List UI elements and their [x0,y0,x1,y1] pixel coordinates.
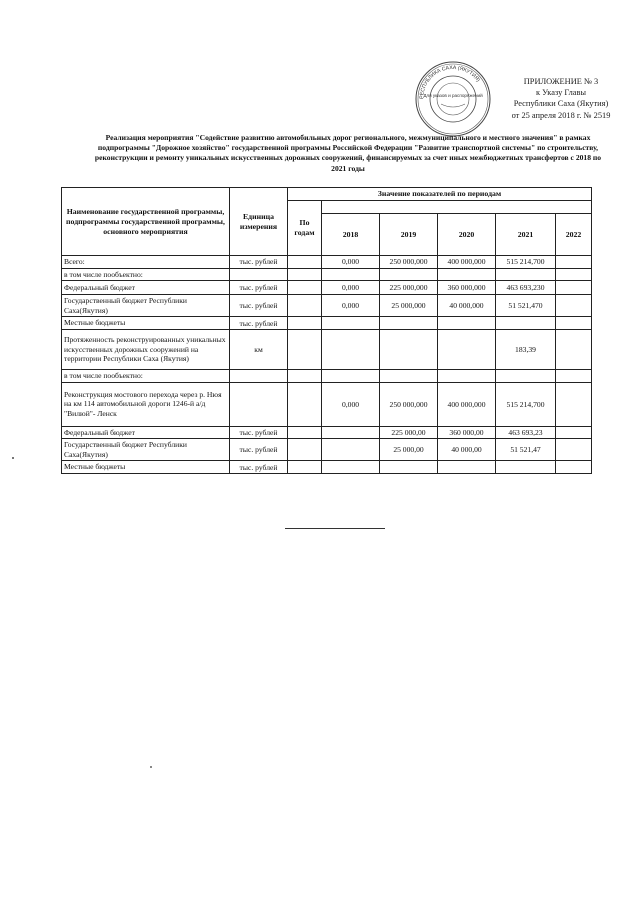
row-name-cell: в том числе пообъектно: [62,369,230,382]
row-total-cell [288,329,322,369]
row-total-cell [288,439,322,461]
indicators-table [61,187,592,474]
row-name-cell: Государственный бюджет Республики Саха(Якутия) [62,295,230,317]
official-stamp [414,60,492,138]
row-value-cell [556,439,592,461]
table-row [62,439,592,461]
row-value-cell: 51 521,470 [496,295,556,317]
table-row [62,329,592,369]
row-value-cell [556,295,592,317]
signature-line [285,528,385,529]
row-total-cell [288,268,322,281]
title-line-4: 2021 годы [331,163,365,173]
row-value-cell [322,426,380,439]
row-name-cell: в том числе пообъектно: [62,268,230,281]
row-name-cell: Местные бюджеты [62,317,230,330]
row-unit-cell [230,382,288,426]
row-unit-cell: тыс. рублей [230,461,288,474]
row-value-cell [556,268,592,281]
row-value-cell [322,317,380,330]
row-total-cell [288,369,322,382]
row-total-cell [288,281,322,295]
table-row [62,268,592,281]
row-value-cell [438,369,496,382]
header-group: Значение показателей по периодам [288,188,592,201]
row-value-cell [322,439,380,461]
row-value-cell: 40 000,000 [438,295,496,317]
table-row [62,382,592,426]
row-total-cell [288,426,322,439]
row-unit-cell: тыс. рублей [230,426,288,439]
header-unit: Единица измерения [230,188,288,256]
table-row [62,256,592,269]
row-value-cell: 250 000,000 [380,382,438,426]
table-row [62,461,592,474]
header-year-2022: 2022 [556,214,592,256]
annex-line-2: к Указу Главы [535,88,587,98]
row-name-cell: Федеральный бюджет [62,426,230,439]
row-value-cell: 225 000,000 [380,281,438,295]
row-value-cell [380,369,438,382]
row-name-cell: Реконструкция мостового перехода через р. Нюя на км 114 автомобильной дороги 1246-й а/д "Вилюй"- Ленск [62,382,230,426]
row-name-cell: Местные бюджеты [62,461,230,474]
document-title [78,133,618,174]
row-value-cell: 360 000,00 [438,426,496,439]
row-value-cell: 463 693,23 [496,426,556,439]
row-total-cell [288,382,322,426]
row-value-cell [322,369,380,382]
row-name-cell: Государственный бюджет Республики Саха(Якутия) [62,439,230,461]
row-value-cell [438,329,496,369]
row-value-cell: 0,000 [322,256,380,269]
row-value-cell [556,317,592,330]
annex-line-3: Республики Саха (Якутия) [513,99,609,109]
row-name-cell: Федеральный бюджет [62,281,230,295]
row-value-cell: 25 000,000 [380,295,438,317]
row-value-cell [380,329,438,369]
row-unit-cell [230,268,288,281]
row-value-cell [496,369,556,382]
header-year-2018: 2018 [322,214,380,256]
table-body [62,256,592,474]
row-unit-cell: тыс. рублей [230,439,288,461]
table-row [62,369,592,382]
title-line-1: Реализация мероприятия "Содействие развитию автомобильных дорог регионального, межмуниципального и местного значения" в рамках [105,133,591,142]
table-row [62,426,592,439]
row-value-cell [556,461,592,474]
row-unit-cell: тыс. рублей [230,295,288,317]
row-value-cell: 25 000,00 [380,439,438,461]
title-line-3: реконструкции и ремонту уникальных искусственных дорожных сооружений, финансируемых за счет иных межбюджетных трансфертов с 2018 по [94,153,602,163]
row-value-cell [322,329,380,369]
header-total: По годам [288,201,322,256]
annex-line-1: ПРИЛОЖЕНИЕ № 3 [523,77,599,86]
row-value-cell: 463 693,230 [496,281,556,295]
row-value-cell [438,461,496,474]
row-value-cell [322,461,380,474]
row-value-cell [556,369,592,382]
table-row [62,281,592,295]
row-value-cell [556,426,592,439]
row-value-cell: 515 214,700 [496,382,556,426]
title-line-2: подпрограммы "Дорожное хозяйство" государственной программы Российской Федерации "Развитие транспортной системы" по строительству, [97,143,599,153]
annex-header [486,76,636,121]
annex-line-4: от 25 апреля 2018 г. № 2519 [511,110,611,120]
row-value-cell [438,268,496,281]
header-year-2019: 2019 [380,214,438,256]
row-value-cell [438,317,496,330]
row-value-cell: 51 521,47 [496,439,556,461]
row-value-cell [380,317,438,330]
row-unit-cell: км [230,329,288,369]
row-value-cell: 400 000,000 [438,256,496,269]
row-name-cell: Всего: [62,256,230,269]
header-year-2020: 2020 [438,214,496,256]
row-value-cell: 360 000,000 [438,281,496,295]
table-row [62,295,592,317]
row-unit-cell: тыс. рублей [230,256,288,269]
header-year-2021: 2021 [496,214,556,256]
row-name-cell: Протяженность реконструированных уникальных искусственных дорожных сооружений на территории Республики Саха (Якутия) [62,329,230,369]
row-value-cell: 183,39 [496,329,556,369]
row-value-cell [380,268,438,281]
row-total-cell [288,295,322,317]
row-value-cell: 225 000,00 [380,426,438,439]
row-value-cell [556,256,592,269]
row-total-cell [288,317,322,330]
row-value-cell: 40 000,00 [438,439,496,461]
stamp-outer-text: РЕСПУБЛИКА САХА (ЯКУТИЯ) [418,64,481,100]
header-name: Наименование государственной программы, подпрограммы государственной программы, основного мероприятия [62,188,230,256]
row-value-cell [556,382,592,426]
row-value-cell: 0,000 [322,382,380,426]
stamp-inner-text: Для указов и распоряжений [423,93,483,98]
row-total-cell [288,256,322,269]
row-value-cell: 0,000 [322,295,380,317]
scan-speck [12,457,14,459]
row-value-cell [322,268,380,281]
header-spacer [322,201,592,214]
row-value-cell: 400 000,000 [438,382,496,426]
row-value-cell: 515 214,700 [496,256,556,269]
row-value-cell [556,329,592,369]
row-value-cell [496,268,556,281]
row-value-cell: 250 000,000 [380,256,438,269]
row-total-cell [288,461,322,474]
scan-speck [150,766,152,768]
row-value-cell [556,281,592,295]
row-value-cell [380,461,438,474]
row-value-cell: 0,000 [322,281,380,295]
row-value-cell [496,317,556,330]
row-unit-cell [230,369,288,382]
row-unit-cell: тыс. рублей [230,281,288,295]
row-unit-cell: тыс. рублей [230,317,288,330]
table-row [62,317,592,330]
row-value-cell [496,461,556,474]
